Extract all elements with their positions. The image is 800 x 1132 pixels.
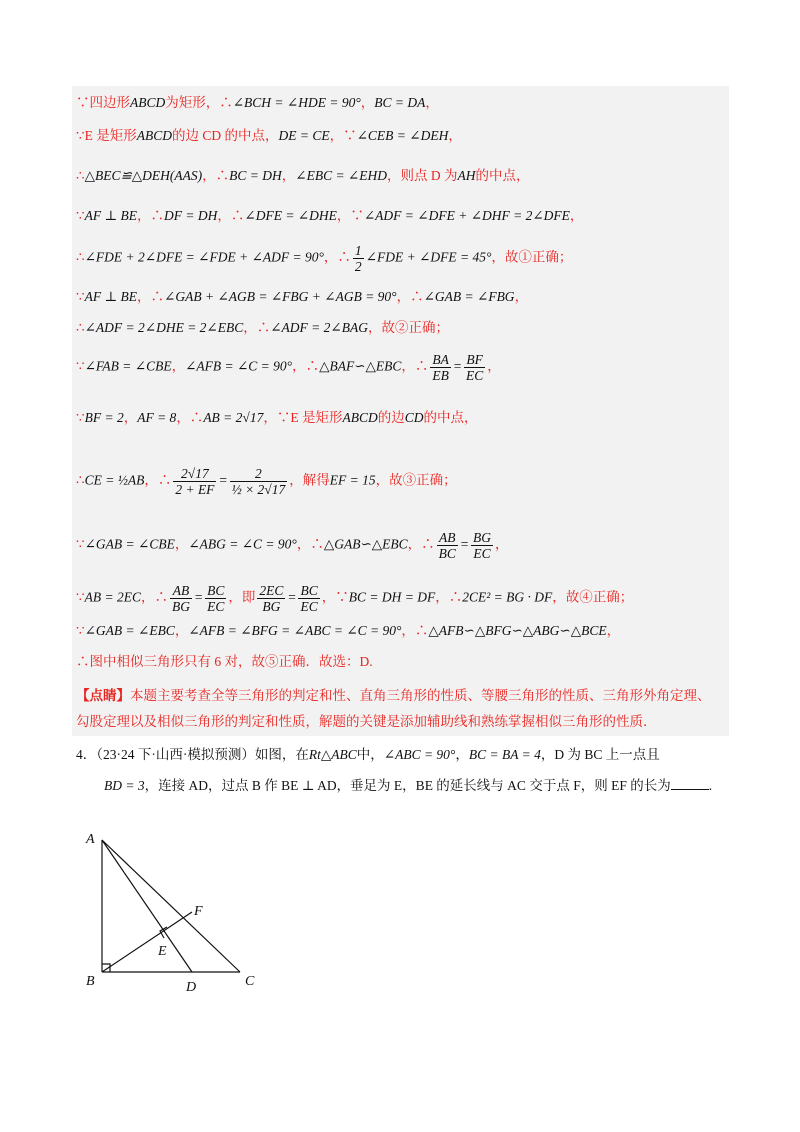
text: ， xyxy=(171,358,186,374)
math: ∠DFE = ∠DHE xyxy=(244,208,337,223)
text: ∴ xyxy=(76,249,85,265)
text: ，∴ xyxy=(137,289,165,304)
math: AF ⊥ BE xyxy=(84,208,138,223)
label-f: F xyxy=(194,904,203,919)
solution-line-1 xyxy=(76,93,439,113)
text: ，故③正确； xyxy=(375,472,457,488)
text: ， xyxy=(495,536,509,552)
text: ， xyxy=(569,208,584,223)
key-point-tag: 【点睛】 xyxy=(76,688,130,703)
text: ∵ xyxy=(76,623,85,638)
text: ， xyxy=(123,410,138,425)
fraction xyxy=(173,466,216,497)
fraction xyxy=(430,352,451,383)
denominator: EC xyxy=(207,599,225,614)
math: ∠GAB = ∠EBC xyxy=(84,623,175,638)
text: ∵ xyxy=(76,410,85,425)
text: . xyxy=(708,778,713,793)
answer-blank xyxy=(671,777,709,790)
text: 的中点， xyxy=(475,168,530,183)
equals: = xyxy=(459,536,470,552)
equals: = xyxy=(452,358,463,374)
solution-line-5 xyxy=(76,243,572,274)
math: BC = DA xyxy=(374,95,426,110)
math: AH xyxy=(457,168,476,183)
fraction xyxy=(257,583,285,614)
math: AF = 8 xyxy=(137,410,177,425)
text: ， xyxy=(514,289,529,304)
text: ∵ xyxy=(76,536,85,552)
math: △AFB∽△BFG∽△ABG∽△BCE xyxy=(428,623,607,638)
text: ，故①正确； xyxy=(491,249,573,265)
numerator: BC xyxy=(300,583,318,598)
fraction xyxy=(437,530,458,561)
label-a: A xyxy=(86,832,95,847)
math: DF = DH xyxy=(164,208,218,223)
text: 的中点， xyxy=(423,410,478,425)
math: BC = DH xyxy=(229,168,282,183)
text: ∴ xyxy=(76,472,85,488)
math: AB = 2EC xyxy=(84,589,141,605)
text: ，∴ xyxy=(144,472,172,488)
denominator: 2 + EF xyxy=(175,482,215,497)
text: ，∵ xyxy=(336,208,364,223)
math: BC = DH = DF xyxy=(348,589,436,605)
math: ABCD xyxy=(342,410,378,425)
math: ∠GAB = ∠FBG xyxy=(423,289,515,304)
label-c: C xyxy=(245,974,255,989)
math: ABCD xyxy=(130,95,166,110)
equals: = xyxy=(218,472,228,488)
fraction xyxy=(230,466,288,497)
denominator: EC xyxy=(300,599,318,614)
solution-line-6 xyxy=(76,287,528,307)
math: ∠AFB = ∠C = 90° xyxy=(185,358,293,374)
text: ，∴ xyxy=(137,208,165,223)
text: 勾股定理以及相似三角形的判定和性质，解题的关键是添加辅助线和熟练掌握相似三角形的性质． xyxy=(76,714,657,729)
solution-line-7 xyxy=(76,318,449,338)
text: ， xyxy=(425,95,439,110)
solution-line-11 xyxy=(76,530,509,561)
solution-line-4 xyxy=(76,206,583,226)
text: ，∴ xyxy=(296,536,324,552)
numerator: BC xyxy=(207,583,225,598)
text: ，连接 AD，过点 B 作 BE ⊥ AD，垂足为 E，BE 的延长线与 AC 交于点 F，则 EF 的长为 xyxy=(144,778,671,793)
math: AB = 2√17 xyxy=(203,410,264,425)
text: 为矩形，∴ xyxy=(165,95,233,110)
solution-line-10 xyxy=(76,466,457,497)
text: ，D 为 BC 上一点且 xyxy=(540,747,660,762)
text: ∴ xyxy=(76,320,85,335)
numerator: 2 xyxy=(230,466,288,482)
numerator: 2√17 xyxy=(173,466,216,482)
question-line-1 xyxy=(76,745,660,765)
math: BC = BA = 4 xyxy=(468,747,541,762)
text: ， xyxy=(281,168,296,183)
text: ， xyxy=(606,623,621,638)
math: ∠AFB = ∠BFG = ∠ABC = ∠C = 90° xyxy=(188,623,402,638)
key-point-line-1 xyxy=(76,686,711,706)
denominator: BC xyxy=(438,546,456,561)
equals: = xyxy=(287,589,297,605)
denominator: BG xyxy=(171,599,190,614)
solution-line-12 xyxy=(76,583,633,614)
segment-bf xyxy=(102,912,192,972)
denominator: 2 xyxy=(354,259,362,274)
text: ， xyxy=(455,747,469,762)
label-e: E xyxy=(158,944,167,959)
math: △BEC≌△DEH(AAS) xyxy=(84,168,203,183)
math: Rt△ABC xyxy=(308,747,357,762)
text: ，解得 xyxy=(289,472,330,488)
text: ，∴ xyxy=(396,289,424,304)
text: ，则点 D 为 xyxy=(387,168,458,183)
solution-line-13 xyxy=(76,621,620,641)
numerator: 1 xyxy=(354,243,362,258)
math: ∠ADF = 2∠BAG xyxy=(270,320,368,335)
numerator: BF xyxy=(464,352,485,368)
label-d: D xyxy=(186,980,197,995)
denominator: EC xyxy=(473,546,491,561)
math: CE = ½AB xyxy=(84,472,145,488)
text: ， xyxy=(360,95,375,110)
math: ∠ADF = ∠DFE + ∠DHF = 2∠DFE xyxy=(363,208,570,223)
text: ， xyxy=(174,623,189,638)
text: ，∴ xyxy=(292,358,320,374)
math: ∠GAB + ∠AGB = ∠FBG + ∠AGB = 90° xyxy=(164,289,397,304)
text: ∵E 是矩形 xyxy=(76,128,137,143)
math: ∠FDE + 2∠DFE = ∠FDE + ∠ADF = 90° xyxy=(84,249,324,265)
text: ，∴ xyxy=(202,168,230,183)
fraction xyxy=(298,583,319,614)
numerator: BG xyxy=(473,530,492,545)
text: ，即 xyxy=(228,589,256,605)
text: 的边 xyxy=(377,410,405,425)
text: 中， xyxy=(356,747,384,762)
text: ∵四边形 xyxy=(76,95,130,110)
solution-line-14 xyxy=(76,652,373,672)
fraction xyxy=(170,583,192,614)
equals: = xyxy=(193,589,204,605)
math: ∠ABG = ∠C = 90° xyxy=(188,536,297,552)
denominator: BG xyxy=(262,599,281,614)
math: 2CE² = BG · DF xyxy=(462,589,553,605)
fraction xyxy=(464,352,485,383)
text: ∵ xyxy=(76,289,85,304)
text: ，∴ xyxy=(217,208,245,223)
text: ∵ xyxy=(76,208,85,223)
denominator: EC xyxy=(466,368,484,383)
math: ∠ABC = 90° xyxy=(383,747,456,762)
denominator: EB xyxy=(432,368,449,383)
text: ，∵E 是矩形 xyxy=(263,410,343,425)
text: ，∴ xyxy=(407,536,435,552)
text: ，∴ xyxy=(176,410,204,425)
math: BD = 3 xyxy=(104,778,145,793)
text: ，∴ xyxy=(140,589,168,605)
segment-ad xyxy=(102,840,192,972)
text: ∴ xyxy=(76,168,85,183)
text: ，故②正确； xyxy=(367,320,449,335)
math: ∠FDE + ∠DFE = 45° xyxy=(365,249,492,265)
text: ，∴ xyxy=(323,249,351,265)
solution-line-3 xyxy=(76,166,530,186)
text: ，∴ xyxy=(401,623,429,638)
text: 4．（23·24 下·山西·模拟预测）如图，在 xyxy=(76,747,309,762)
text: ， xyxy=(174,536,189,552)
text: ，∴ xyxy=(435,589,463,605)
math: ABCD xyxy=(136,128,172,143)
text: ， xyxy=(487,358,501,374)
text: 的边 CD 的中点， xyxy=(171,128,279,143)
label-b: B xyxy=(86,974,95,989)
math: △GAB∽△EBC xyxy=(323,536,408,552)
math: CD xyxy=(404,410,424,425)
text: ∴图中相似三角形只有 6 对，故⑤正确．故选：D. xyxy=(76,654,373,669)
text: ，∵ xyxy=(329,128,357,143)
numerator: BA xyxy=(432,352,449,367)
math: ∠GAB = ∠CBE xyxy=(84,536,175,552)
question-line-2 xyxy=(104,776,712,796)
fraction xyxy=(205,583,226,614)
math: ∠BCH = ∠HDE = 90° xyxy=(232,95,361,110)
math: EF = 15 xyxy=(329,472,376,488)
triangle-figure xyxy=(80,825,280,1000)
solution-line-8 xyxy=(76,352,501,383)
math: △BAF∽△EBC xyxy=(319,358,402,374)
math: ∠ADF = 2∠DHE = 2∠EBC xyxy=(84,320,244,335)
math: DE = CE xyxy=(278,128,330,143)
denominator: ½ × 2√17 xyxy=(231,482,286,497)
text: ，∴ xyxy=(243,320,271,335)
key-point-line-2 xyxy=(76,712,657,732)
math: ∠EBC = ∠EHD xyxy=(295,168,387,183)
text: ∵ xyxy=(76,589,85,605)
math: BF = 2 xyxy=(84,410,124,425)
math: AF ⊥ BE xyxy=(84,289,138,304)
numerator: AB xyxy=(437,530,458,546)
fraction xyxy=(353,243,364,274)
text: ∵ xyxy=(76,358,85,374)
text: ，∵ xyxy=(321,589,349,605)
side-ac xyxy=(102,840,240,972)
fraction xyxy=(471,530,493,561)
numerator: AB xyxy=(170,583,192,599)
math: ∠CEB = ∠DEH xyxy=(356,128,449,143)
text: ，故④正确； xyxy=(552,589,634,605)
numerator: 2EC xyxy=(259,583,284,598)
text: ，∴ xyxy=(401,358,429,374)
solution-line-2 xyxy=(76,126,462,146)
math: ∠FAB = ∠CBE xyxy=(84,358,172,374)
text: ， xyxy=(448,128,462,143)
solution-line-9 xyxy=(76,408,477,428)
text: 本题主要考查全等三角形的判定和性、直角三角形的性质、等腰三角形的性质、三角形外角定理、 xyxy=(130,688,711,703)
